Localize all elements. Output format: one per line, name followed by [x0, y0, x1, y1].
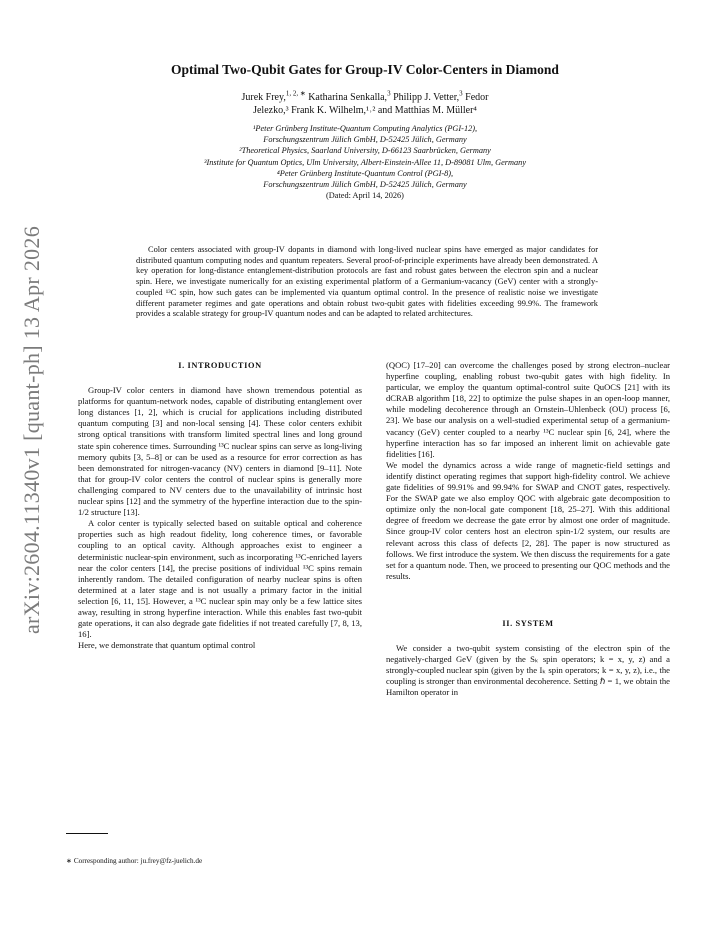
affiliation-line: ²Theoretical Physics, Saarland University, D-66123 Saarbrücken, Germany: [239, 146, 491, 156]
paragraph: We model the dynamics across a wide range of magnetic-field settings and identify distinct operating regimes that support high-fidelity control. We achieve gate fidelities of 99.91% and 99.94% for SWAP and CNOT gates, respectively. For the SWAP gate we also employ QOC with algebraic gate decomposition to optimize only the non-local gate component [18, 25–27]. With this additional degree of freedom we decrease the gate error by almost one order of magnitude. Since group-IV color centers host an electron spin-1/2 system, our results are relevant across this class of defects [2, 28]. The paper is now structured as follows. We first introduce the system. We then discuss the requirements for a gate set for a quantum node. Then, we proceed to presenting our QOC methods and the results.: [386, 459, 670, 581]
arxiv-sidebar-stamp: [12, 190, 52, 670]
paragraph: Group-IV color centers in diamond have shown tremendous potential as platforms for quantum-network nodes, capable of distributing entanglement over long distances [1, 2], which is crucial for applications including distributed quantum computing [3] and non-local sensing [4]. These color centers exhibit strong optical transitions with transform limited spectral lines and long ground state spin coherence times. Surrounding ¹³C nuclear spins can serve as long-living memory qubits [3, 5–8] or can be used as a resource for error correction as has been demonstrated for nitrogen-vacancy (NV) centers in diamond [9–11]. Note that for group-IV color centers the control of nuclear spins is generally more challenging compared to NV centers due to the unavailability of intrinsic host nuclear spins [12] and the symmetry of the hyperfine interaction due to the spin-1/2 structure [13].: [78, 385, 362, 518]
paragraph: We consider a two-qubit system consisting of the electron spin of the negatively-charged GeV (given by the Sₖ spin operators; k = x, y, z) and a strongly-coupled nuclear spin (given by the Iₖ spin operators; k = x, y, z), i.e., the coupling is stronger than environmental decoherence. Setting ℏ = 1, we obtain the Hamilton operator in: [386, 642, 670, 698]
footnote-rule: [66, 833, 108, 834]
arxiv-identifier: arXiv:2604.11340v1 [quant-ph] 13 Apr 2026: [19, 225, 44, 635]
author-list: [70, 91, 660, 117]
abstract: Color centers associated with group-IV dopants in diamond with long-lived nuclear spins have emerged as major candidates for distributed quantum computing nodes and quantum repeaters. Several proof-of-principle experiments have already been demonstrated. A key operation for long-distance entanglement-distribution protocols are fast and robust gates between the electron spin and a nuclear spin. Here, we investigate numerically for an existing experimental platform of a Germanium-vacancy (GeV) center with a strongly-coupled ¹³C spin, how such gates can be implemented via quantum optimal control. In the presence of realistic noise we investigate different parameter regimes and gate operations and obtain robust two-qubit gates with fidelities exceeding 99.9%. The framework provides a scalable strategy for group-IV quantum nodes and can be adapted to related architectures.: [136, 245, 598, 319]
affiliation-line: Forschungszentrum Jülich GmbH, D-52425 Jülich, Germany: [263, 180, 467, 190]
author-line-2: Jelezko,³ Frank K. Wilhelm,¹˒² and Matthias M. Müller⁴: [253, 105, 477, 116]
date-line: (Dated: April 14, 2026): [326, 191, 404, 201]
paragraph: Here, we demonstrate that quantum optimal control: [78, 640, 256, 651]
section-heading-system: II. SYSTEM: [502, 618, 554, 628]
author-line-1: Jurek Frey,$^{1, 2, ∗}$ Katharina Senkalla,$^3$ Philipp J. Vetter,$^3$ Fedor: [241, 89, 489, 103]
affiliations: [70, 123, 660, 201]
right-column: [386, 360, 670, 698]
affiliation-line: Forschungszentrum Jülich GmbH, D-52425 Jülich, Germany: [263, 135, 467, 145]
section-heading-introduction: I. INTRODUCTION: [178, 361, 262, 370]
paper-title: Optimal Two-Qubit Gates for Group-IV Color-Centers in Diamond: [171, 62, 559, 77]
left-column: [78, 360, 362, 651]
paragraph: (QOC) [17–20] can overcome the challenges posed by strong electron–nuclear hyperfine coupling, enabling robust two-qubit gates with high fidelity. In particular, we employ the quantum optimal-control suite QuOCS [21] with its dCRAB algorithm [18, 22] to optimize the pulse shapes in an open-loop manner, while modeling decoherence through an Ornstein–Uhlenbeck (OU) process [6, 23]. We base our analysis on a well-studied experimental setup of a germanium-vacancy (GeV) center coupled to a nearby ¹³C nuclear spin [6, 24], where the hyperfine interaction has so far imposed an inherent limit on achievable gate fidelities [16].: [386, 360, 670, 459]
paragraph: A color center is typically selected based on suitable optical and coherence properties such as high readout fidelity, long coherence times, or favorable coupling to an optical cavity. Although approaches exist to engineer a deterministic nuclear-spin environment, such as incorporating ¹³C-enriched layers near the color centers [14], the precise positions of individual ¹³C spins remain inherently random. The detailed configuration of nearby nuclear spins is often determined at a later stage and is not usually a primary factor in the initial selection [6, 11, 15]. However, a ¹³C nuclear spin may only be a few lattice sites away, resulting in strong hyperfine interaction. While this enables fast two-qubit gate operations, it can also degrade gate fidelities if not treated carefully [7, 8, 13, 16].: [78, 518, 362, 640]
footnote: ∗ Corresponding author: ju.frey@fz-juelich.de: [66, 857, 203, 865]
affiliation-line: ³Institute for Quantum Optics, Ulm University, Albert-Einstein-Allee 11, D-89081 Ulm, Germany: [203, 157, 527, 167]
affiliation-line: ⁴Peter Grünberg Institute-Quantum Control (PGI-8),: [276, 168, 454, 178]
affiliation-line: ¹Peter Grünberg Institute-Quantum Computing Analytics (PGI-12),: [252, 124, 478, 133]
